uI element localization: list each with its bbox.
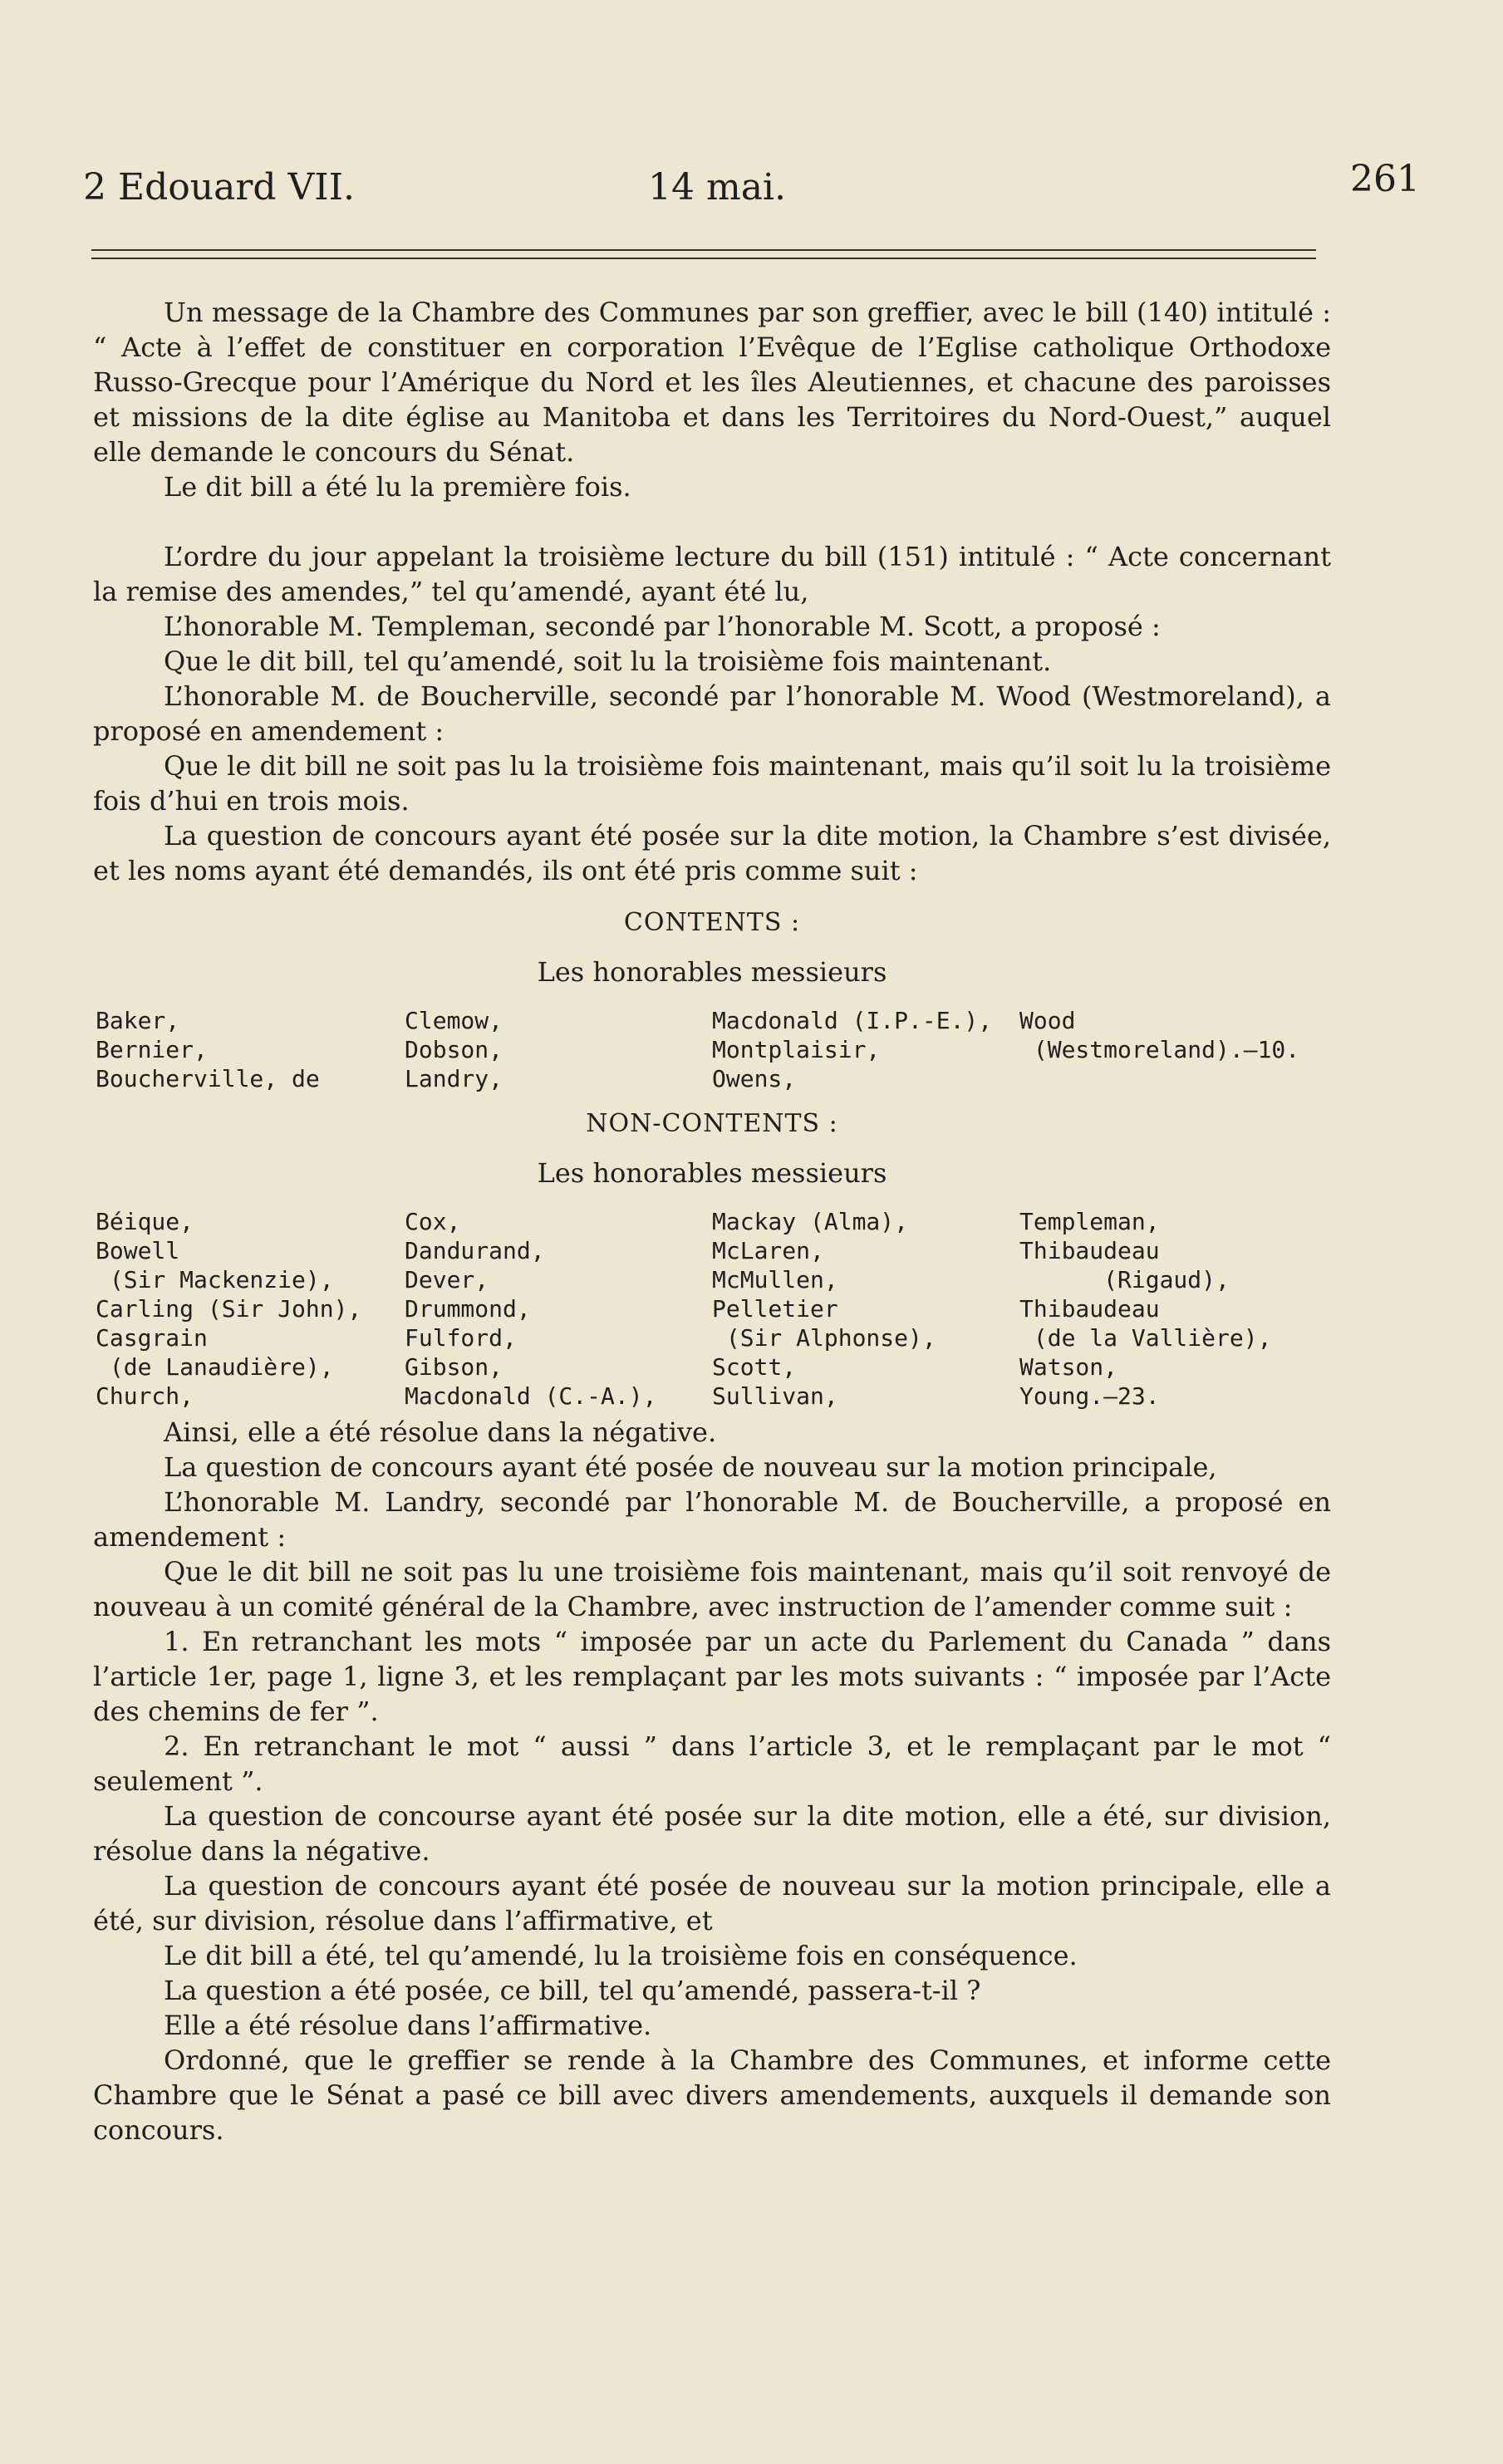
header-regnal-year: 2 Edouard VII.: [83, 166, 356, 209]
voter-name: Baker,: [96, 1007, 180, 1034]
voter-name: Watson,: [1019, 1353, 1118, 1381]
paragraph-negative: Ainsi, elle a été résolue dans la négative.: [164, 1416, 717, 1448]
voter-name: Dandurand,: [405, 1237, 545, 1264]
voter-name: (Rigaud),: [1019, 1266, 1230, 1293]
voter-name: Drummond,: [405, 1295, 531, 1323]
contents-names: [93, 1006, 1331, 1097]
voter-name: Béique,: [96, 1208, 194, 1235]
paragraph-amendment: Que le dit bill ne soit pas lu la troisième fois maintenant, mais qu’il soit lu la troisième fois d’hui en trois mois.: [93, 750, 1331, 817]
page-number: 261: [1350, 158, 1420, 200]
voter-name: Owens,: [712, 1065, 797, 1092]
voter-name: Carling (Sir John),: [96, 1295, 362, 1323]
paragraph-question: La question a été posée, ce bill, tel qu’amendé, passera-t-il ?: [164, 1975, 981, 2006]
voter-name: (Sir Alphonse),: [712, 1324, 936, 1352]
paragraph-third-reading: Le dit bill a été, tel qu’amendé, lu la troisième fois en conséquence.: [164, 1940, 1078, 1971]
paragraph-message: Un message de la Chambre des Communes par son greffier, avec le bill (140) intitulé : “ Acte à l’effet de constituer en corporation l’Evêque de l’Eglise catholique Orthodoxe Russo-Grecque pour l’Amérique du Nord et les îles Aleutiennes, et chacune des paroisses et missions de la dite église au Manitoba et dans les Territoires du Nord-Ouest,” auquel elle demande le concours du Sénat.: [93, 297, 1331, 468]
paragraph-affirmative-division: La question de concours ayant été posée de nouveau sur la motion principale, elle a été, sur division, résolue dans l’affirmative, et: [93, 1870, 1331, 1936]
paragraph-landry: L’honorable M. Landry, secondé par l’honorable M. de Boucherville, a proposé en amendement :: [93, 1486, 1331, 1553]
paragraph-concourse: La question de concourse ayant été posée sur la dite motion, elle a été, sur division, résolue dans la négative.: [93, 1800, 1331, 1867]
paragraph-motion: Que le dit bill, tel qu’amendé, soit lu la troisième fois maintenant.: [164, 645, 1052, 677]
voter-name: Landry,: [405, 1065, 503, 1092]
voter-name: Montplaisir,: [712, 1036, 881, 1063]
contents-column-4: [1019, 1006, 1299, 1064]
voter-name: (Sir Mackenzie),: [96, 1266, 334, 1293]
voter-name: Macdonald (I.P.-E.),: [712, 1007, 993, 1034]
paragraph-main-motion: La question de concours ayant été posée de nouveau sur la motion principale,: [164, 1451, 1217, 1483]
paragraph-ordered: Ordonné, que le greffier se rende à la Chambre des Communes, et informe cette Chambre que le Sénat a pasé ce bill avec divers amendements, auxquels il demande son concours.: [93, 2044, 1331, 2146]
paragraph-refer-back: Que le dit bill ne soit pas lu une troisième fois maintenant, mais qu’il soit renvoyé de nouveau à un comité général de la Chambre, avec instruction de l’amender comme suit :: [93, 1556, 1331, 1622]
voter-name: Church,: [96, 1382, 194, 1410]
voter-name: Young.—23.: [1019, 1382, 1160, 1410]
voter-name: Sullivan,: [712, 1382, 838, 1410]
paragraph-templeman: L’honorable M. Templeman, secondé par l’honorable M. Scott, a proposé :: [164, 611, 1161, 642]
voter-name: Dobson,: [405, 1036, 503, 1063]
voter-name: Bowell: [96, 1237, 180, 1264]
voter-name: Scott,: [712, 1353, 797, 1381]
voter-name: Templeman,: [1019, 1208, 1160, 1235]
voter-name: (de Lanaudière),: [96, 1353, 334, 1381]
voter-name: Fulford,: [405, 1324, 517, 1352]
body-text: [93, 295, 1331, 2147]
non-contents-column-4: [1019, 1207, 1271, 1411]
paragraph-boucherville: L’honorable M. de Boucherville, secondé par l’honorable M. Wood (Westmoreland), a proposé en amendement :: [93, 680, 1331, 747]
voter-name: Wood: [1019, 1007, 1076, 1034]
non-contents-column-1: [96, 1207, 361, 1411]
voter-name: Casgrain: [96, 1324, 208, 1352]
non-contents-subheading: Les honorables messieurs: [537, 1157, 887, 1189]
page-header: [83, 158, 1420, 224]
voter-name: Gibson,: [405, 1353, 503, 1381]
paragraph-order-of-day: L’ordre du jour appelant la troisième lecture du bill (151) intitulé : “ Acte concernant la remise des amendes,” tel qu’amendé, ayant été lu,: [93, 541, 1331, 607]
voter-name: Boucherville, de: [96, 1065, 320, 1092]
paragraph-resolved: Elle a été résolue dans l’affirmative.: [164, 2010, 652, 2041]
voter-name: Thibaudeau: [1019, 1237, 1160, 1264]
non-contents-column-2: [405, 1207, 656, 1411]
contents-column-1: [96, 1006, 320, 1093]
voter-name: Dever,: [405, 1266, 489, 1293]
voter-name: Clemow,: [405, 1007, 503, 1034]
contents-subheading: Les honorables messieurs: [537, 956, 887, 988]
voter-name: Pelletier: [712, 1295, 838, 1323]
contents-column-2: [405, 1006, 503, 1093]
paragraph-first-reading: Le dit bill a été lu la première fois.: [164, 471, 631, 503]
paragraph-item-2: 2. En retranchant le mot “ aussi ” dans l’article 3, et le remplaçant par le mot “ seulement ”.: [93, 1730, 1331, 1797]
header-date: 14 mai.: [648, 166, 786, 209]
voter-name: (Westmoreland).—10.: [1019, 1036, 1300, 1063]
voter-name: McLaren,: [712, 1237, 824, 1264]
voter-name: McMullen,: [712, 1266, 838, 1293]
paragraph-item-1: 1. En retranchant les mots “ imposée par un acte du Parlement du Canada ” dans l’article 1er, page 1, ligne 3, et les remplaçant par les mots suivants : “ imposée par l’Acte des chemins de fer ”.: [93, 1626, 1331, 1727]
voter-name: Macdonald (C.-A.),: [405, 1382, 657, 1410]
non-contents-names: [93, 1207, 1331, 1415]
voter-name: Mackay (Alma),: [712, 1208, 909, 1235]
header-rule-bottom: [91, 258, 1316, 259]
non-contents-column-3: [712, 1207, 936, 1411]
contents-column-3: [712, 1006, 992, 1093]
non-contents-heading: NON-CONTENTS :: [586, 1109, 838, 1138]
voter-name: Bernier,: [96, 1036, 208, 1063]
voter-name: (de la Vallière),: [1019, 1324, 1272, 1352]
voter-name: Cox,: [405, 1208, 461, 1235]
header-rule-top: [91, 249, 1316, 251]
contents-heading: CONTENTS :: [623, 908, 801, 937]
paragraph-division: La question de concours ayant été posée sur la dite motion, la Chambre s’est divisée, et les noms ayant été demandés, ils ont été pris comme suit :: [93, 820, 1331, 886]
voter-name: Thibaudeau: [1019, 1295, 1160, 1323]
